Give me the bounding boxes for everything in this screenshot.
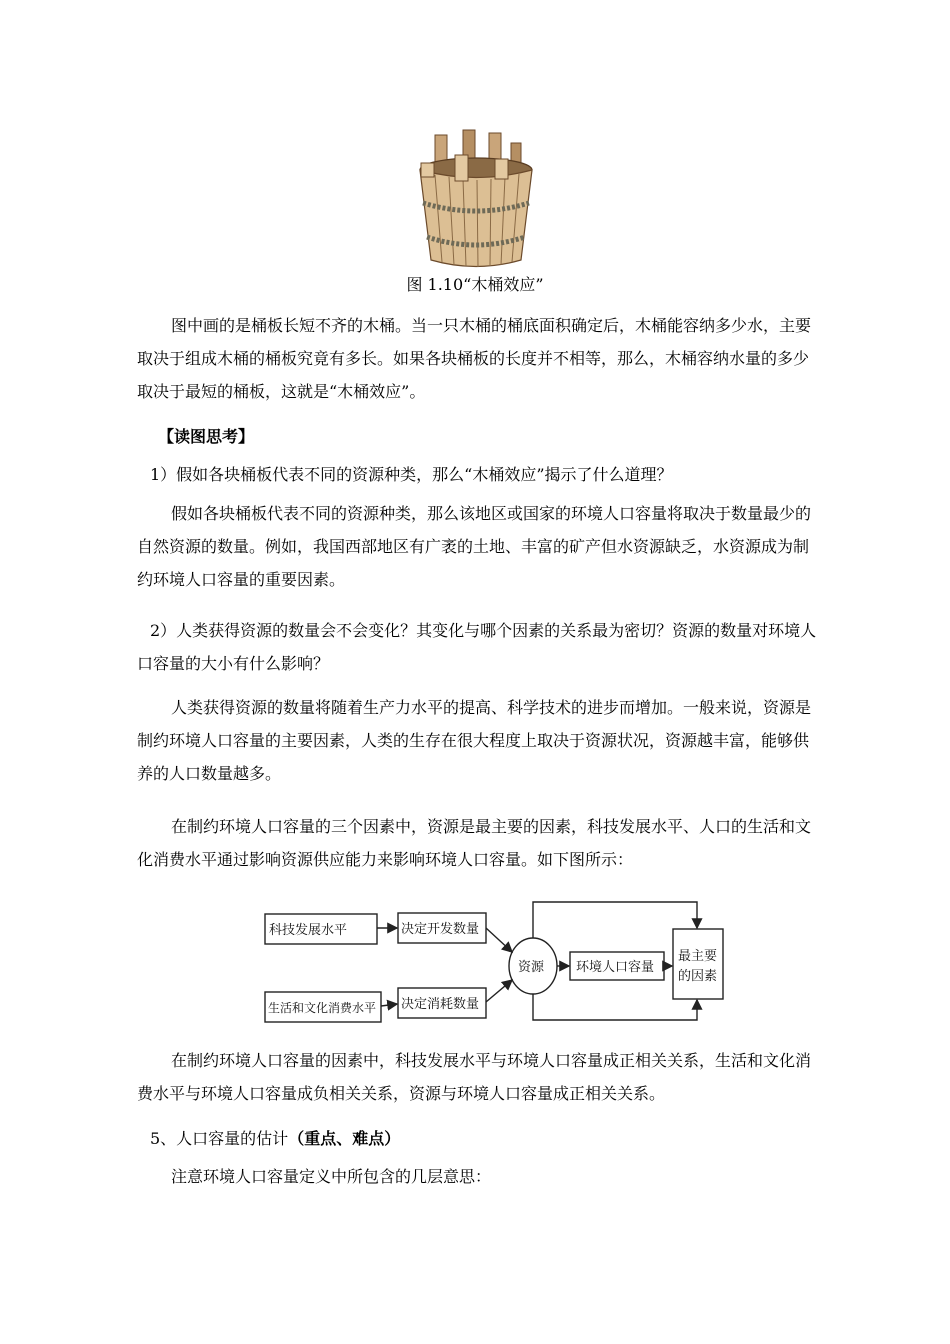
environment-capacity-label: 环境人口容量 <box>576 960 655 975</box>
answer-1: 假如各块桶板代表不同的资源种类，那么该地区或国家的环境人口容量将取决于数量最少的自然资源的数量。例如，我国西部地区有广袤的土地、丰富的矿产但水资源缺乏，水资源成为制约环境人口容量的重要因素。 <box>137 504 812 589</box>
intro-paragraph: 图中画的是桶板长短不齐的木桶。当一只木桶的桶底面积确定后，木桶能容纳多少水，主要取决于组成木桶的桶板究竟有多长。如果各块桶板的长度并不相等，那么，木桶容纳水量的多少取决于最短的桶板，这就是“木桶效应”。 <box>137 316 812 401</box>
answer-2: 人类获得资源的数量将随着生产力水平的提高、科学技术的进步而增加。一般来说，资源是制约环境人口容量的主要因素，人类的生存在很大程度上取决于资源状况，资源越丰富，能够供养的人口数量越多。 <box>137 698 812 783</box>
consumption-level-label: 生活和文化消费水平 <box>268 1001 377 1015</box>
question-1: 1）假如各块桶板代表不同的资源种类，那么“木桶效应”揭示了什么道理？ <box>150 465 673 484</box>
main-factor-box <box>673 929 723 999</box>
figure-caption: 图 1.10“木桶效应” <box>406 275 544 294</box>
main-factor-label-line1: 最主要 <box>678 949 718 964</box>
definition-note: 注意环境人口容量定义中所包含的几层意思： <box>171 1167 492 1186</box>
correlation-paragraph: 在制约环境人口容量的因素中，科技发展水平与环境人口容量成正相关关系，生活和文化消费水平与环境人口容量成负相关关系，资源与环境人口容量成正相关关系。 <box>137 1051 812 1103</box>
resource-factor-diagram <box>255 880 735 1030</box>
paragraph-three-factors: 在制约环境人口容量的三个因素中，资源是最主要的因素，科技发展水平、人口的生活和文化消费水平通过影响资源供应能力来影响环境人口容量。如下图所示： <box>137 817 812 869</box>
main-factor-label-line2: 的因素 <box>678 969 718 984</box>
decide-consumption-label: 决定消耗数量 <box>401 997 480 1012</box>
section-5-emphasis: （重点、难点） <box>288 1129 401 1148</box>
section-5-heading <box>150 1122 400 1155</box>
question-2: 2）人类获得资源的数量会不会变化？其变化与哪个因素的关系最为密切？资源的数量对环境人口容量的大小有什么影响？ <box>137 621 817 673</box>
section-heading: 【读图思考】 <box>158 427 255 446</box>
section-5-title: 5、人口容量的估计 <box>150 1129 289 1148</box>
decide-development-label: 决定开发数量 <box>401 922 480 937</box>
resource-label: 资源 <box>518 960 545 975</box>
wooden-barrel-illustration <box>415 125 537 270</box>
tech-level-label: 科技发展水平 <box>269 923 348 938</box>
